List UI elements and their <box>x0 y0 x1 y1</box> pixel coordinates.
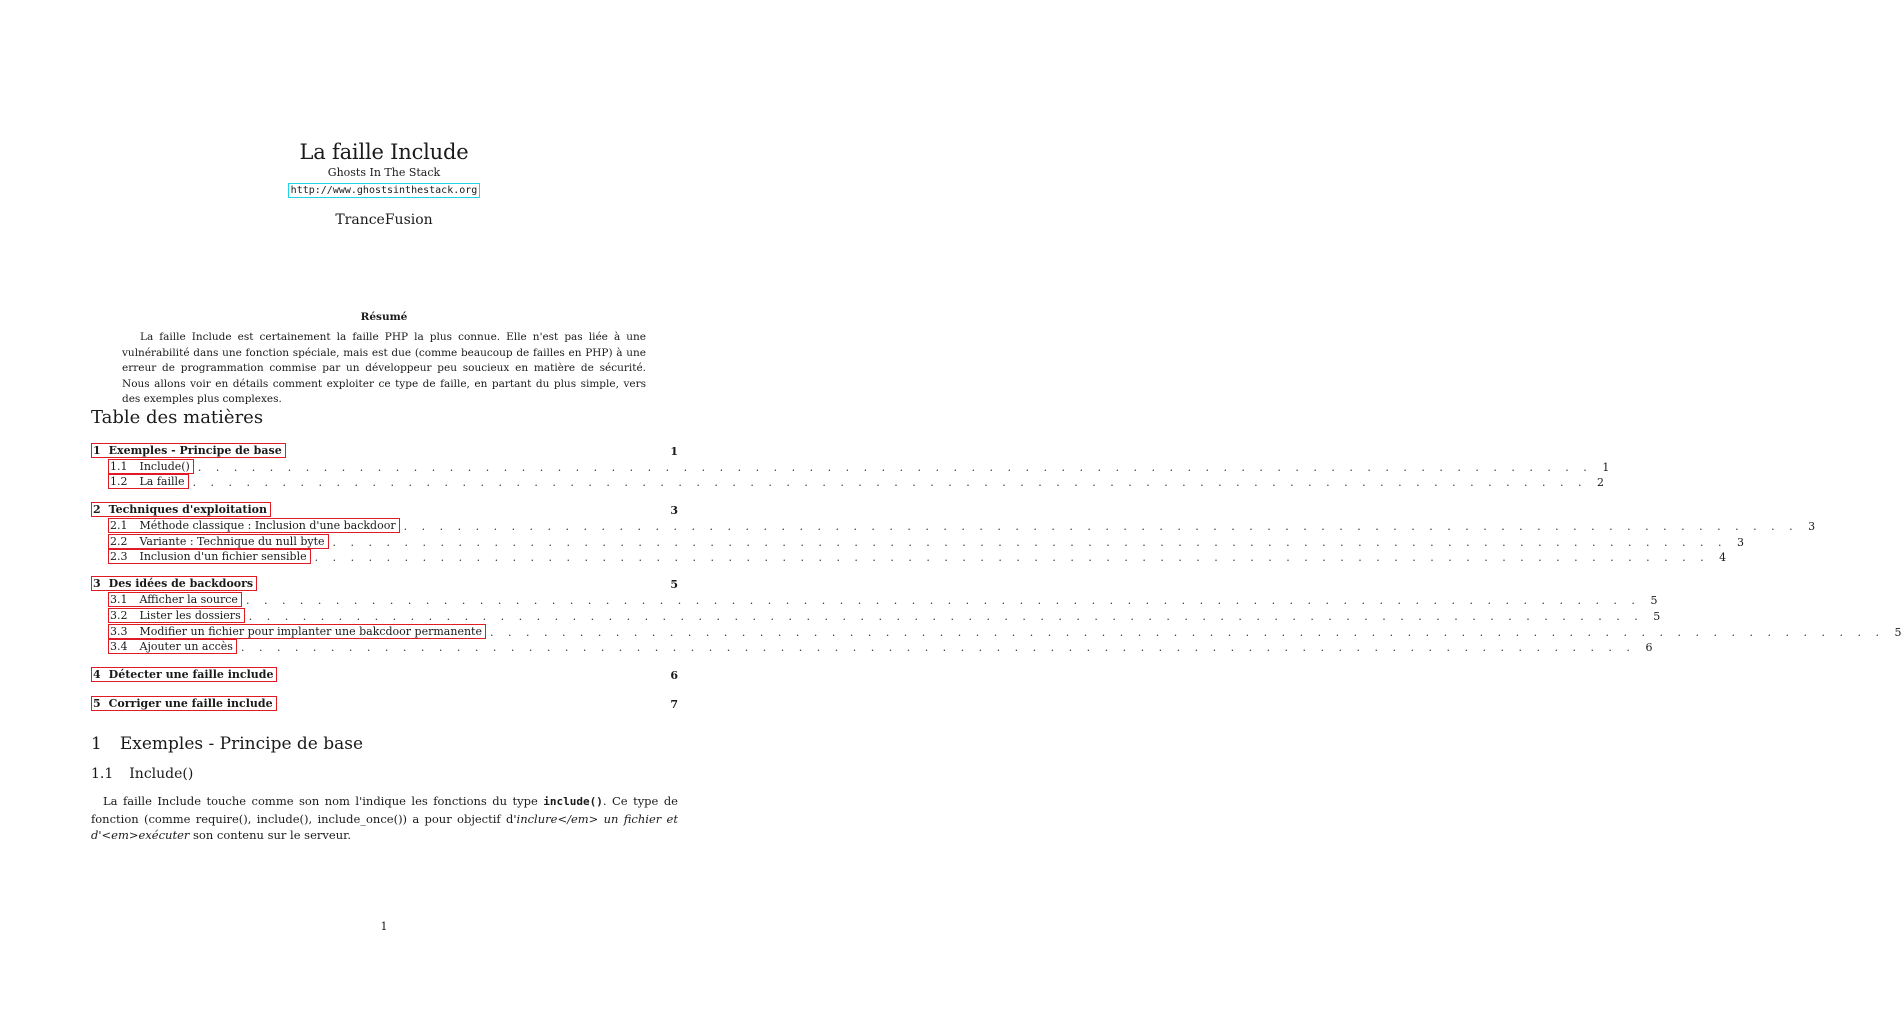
website-link[interactable]: http://www.ghostsinthestack.org <box>288 183 481 198</box>
section-number: 1 <box>91 734 102 754</box>
toc-number: 2.3 <box>110 550 128 563</box>
toc-leader: . . . . . . . . . . . . . . . . . . . . . . . . . . . . . . . . . . . . . . . . . . . . . . . . . . . . . . . . . . . . . . . . . . . . . . . . . . . . . . <box>245 594 1641 607</box>
toc-page-number: 1 <box>670 445 678 458</box>
toc-entry <box>108 519 1816 533</box>
toc-label: Ajouter un accès <box>139 640 233 653</box>
toc-page-number: 3 <box>1737 536 1745 549</box>
toc-link[interactable] <box>108 459 194 474</box>
paragraph-text: son contenu sur le serveur. <box>189 828 351 842</box>
toc-entry <box>108 550 1727 564</box>
url-container <box>0 178 768 198</box>
subsection-number: 1.1 <box>91 766 114 782</box>
toc-page-number: 5 <box>1894 626 1901 639</box>
italic-text: inclure</em> un fichier et d'<em>exécuter <box>91 811 678 842</box>
toc-number: 3.3 <box>110 625 128 638</box>
toc-number: 3 <box>93 577 101 590</box>
toc-label: Détecter une faille include <box>108 668 274 681</box>
toc-label: Exemples - Principe de base <box>108 444 282 457</box>
toc-label: Techniques d'exploitation <box>108 503 267 516</box>
toc-label: Modifier un fichier pour implanter une bakcdoor permanente <box>139 625 482 638</box>
body-paragraph <box>91 793 678 844</box>
toc-label: Corriger une faille include <box>108 697 273 710</box>
toc-entry <box>108 535 1745 549</box>
subsection-heading <box>91 766 193 782</box>
toc-leader: . . . . . . . . . . . . . . . . . . . . . . . . . . . . . . . . . . . . . . . . . . . . . . . . . . . . . . . . . . . . . . . . . . . . . . . . . . . . . . <box>240 641 1636 654</box>
paragraph-text: La faille Include touche comme son nom l'indique les fonctions du type <box>103 794 544 808</box>
toc-entry <box>91 668 678 682</box>
toc-entry <box>108 475 1605 489</box>
toc-link[interactable] <box>91 502 271 517</box>
toc-number: 1.2 <box>110 475 128 488</box>
toc-page-number: 6 <box>670 669 678 682</box>
toc-page-number: 5 <box>1653 610 1661 623</box>
toc-page-number: 4 <box>1719 551 1727 564</box>
section-title: Exemples - Principe de base <box>119 734 364 754</box>
document-subtitle: Ghosts In The Stack <box>327 166 441 179</box>
toc-label: Lister les dossiers <box>139 609 241 622</box>
toc-number: 1 <box>93 444 101 457</box>
toc-number: 5 <box>93 697 101 710</box>
paragraph-text: . Ce type de fonction (comme require(), include(), include_once()) a pour objectif d' <box>91 794 678 826</box>
toc-label: Des idées de backdoors <box>108 577 254 590</box>
document-title: La faille Include <box>299 140 469 164</box>
toc-entry <box>91 444 678 458</box>
toc-number: 3.1 <box>110 593 128 606</box>
toc-entry <box>91 503 678 517</box>
toc-leader: . . . . . . . . . . . . . . . . . . . . . . . . . . . . . . . . . . . . . . . . . . . . . . . . . . . . . . . . . . . . . . . . . . . . . . . . . . . . . . <box>248 610 1644 623</box>
toc-number: 3.4 <box>110 640 128 653</box>
toc-entry <box>108 460 1610 474</box>
section-heading <box>91 734 363 754</box>
page-number: 1 <box>380 920 388 933</box>
toc-page-number: 2 <box>1597 476 1605 489</box>
toc-number: 2.2 <box>110 535 128 548</box>
toc-entry <box>108 625 1901 639</box>
toc-page-number: 3 <box>670 504 678 517</box>
toc-label: Afficher la source <box>139 593 238 606</box>
abstract-text: La faille Include est certainement la faille PHP la plus connue. Elle n'est pas liée à une vulnérabilité dans une fonction spéciale, mais est due (comme beaucoup de failles en PHP) à une erreur de programmation commise par un développeur peu soucieux en matière de sécurité. Nous allons voir en détails comment exploiter ce type de faille, en partant du plus simple, vers des exemples plus complexes. <box>122 331 646 405</box>
function-name: include() <box>543 795 603 808</box>
toc-leader: . . . . . . . . . . . . . . . . . . . . . . . . . . . . . . . . . . . . . . . . . . . . . . . . . . . . . . . . . . . . . . . . . . . . . . . . . . . . . . <box>332 536 1728 549</box>
toc-link[interactable] <box>108 549 311 564</box>
toc-link[interactable] <box>91 443 286 458</box>
subsection-title: Include() <box>129 766 194 782</box>
toc-title: Table des matières <box>91 407 264 428</box>
toc-number: 2.1 <box>110 519 128 532</box>
toc-link[interactable] <box>91 667 277 682</box>
toc-page-number: 3 <box>1808 520 1816 533</box>
toc-link[interactable] <box>108 608 245 623</box>
toc-label: Méthode classique : Inclusion d'une backdoor <box>139 519 396 532</box>
toc-entry <box>108 609 1661 623</box>
toc-entry <box>108 593 1658 607</box>
toc-label: Inclusion d'un fichier sensible <box>139 550 307 563</box>
toc-number: 3.2 <box>110 609 128 622</box>
abstract-heading: Résumé <box>360 311 408 323</box>
toc-number: 1.1 <box>110 460 128 473</box>
toc-label: Variante : Technique du null byte <box>139 535 325 548</box>
toc-link[interactable] <box>108 592 242 607</box>
toc-label: La faille <box>139 475 185 488</box>
toc-link[interactable] <box>108 474 189 489</box>
toc-link[interactable] <box>108 624 486 639</box>
toc-page-number: 5 <box>1650 594 1658 607</box>
toc-page-number: 6 <box>1645 641 1653 654</box>
toc-page-number: 7 <box>670 698 678 711</box>
toc-link[interactable] <box>108 518 400 533</box>
toc-page-number: 1 <box>1602 461 1610 474</box>
toc-link[interactable] <box>91 696 277 711</box>
toc-leader: . . . . . . . . . . . . . . . . . . . . . . . . . . . . . . . . . . . . . . . . . . . . . . . . . . . . . . . . . . . . . . . . . . . . . . . . . . . . . . <box>314 551 1710 564</box>
toc-number: 2 <box>93 503 101 516</box>
toc-entry <box>91 697 678 711</box>
toc-number: 4 <box>93 668 101 681</box>
toc-page-number: 5 <box>670 578 678 591</box>
toc-leader: . . . . . . . . . . . . . . . . . . . . . . . . . . . . . . . . . . . . . . . . . . . . . . . . . . . . . . . . . . . . . . . . . . . . . . . . . . . . . . <box>197 461 1593 474</box>
toc-entry <box>91 577 678 591</box>
toc-link[interactable] <box>91 576 257 591</box>
toc-leader: . . . . . . . . . . . . . . . . . . . . . . . . . . . . . . . . . . . . . . . . . . . . . . . . . . . . . . . . . . . . . . . . . . . . . . . . . . . . . . <box>192 476 1588 489</box>
toc-leader: . . . . . . . . . . . . . . . . . . . . . . . . . . . . . . . . . . . . . . . . . . . . . . . . . . . . . . . . . . . . . . . . . . . . . . . . . . . . . . <box>403 520 1799 533</box>
toc-leader: . . . . . . . . . . . . . . . . . . . . . . . . . . . . . . . . . . . . . . . . . . . . . . . . . . . . . . . . . . . . . . . . . . . . . . . . . . . . . . <box>489 626 1885 639</box>
toc-entry <box>108 640 1653 654</box>
toc-label: Include() <box>139 460 190 473</box>
author-name: TranceFusion <box>335 212 433 228</box>
toc-link[interactable] <box>108 534 329 549</box>
toc-link[interactable] <box>108 639 237 654</box>
